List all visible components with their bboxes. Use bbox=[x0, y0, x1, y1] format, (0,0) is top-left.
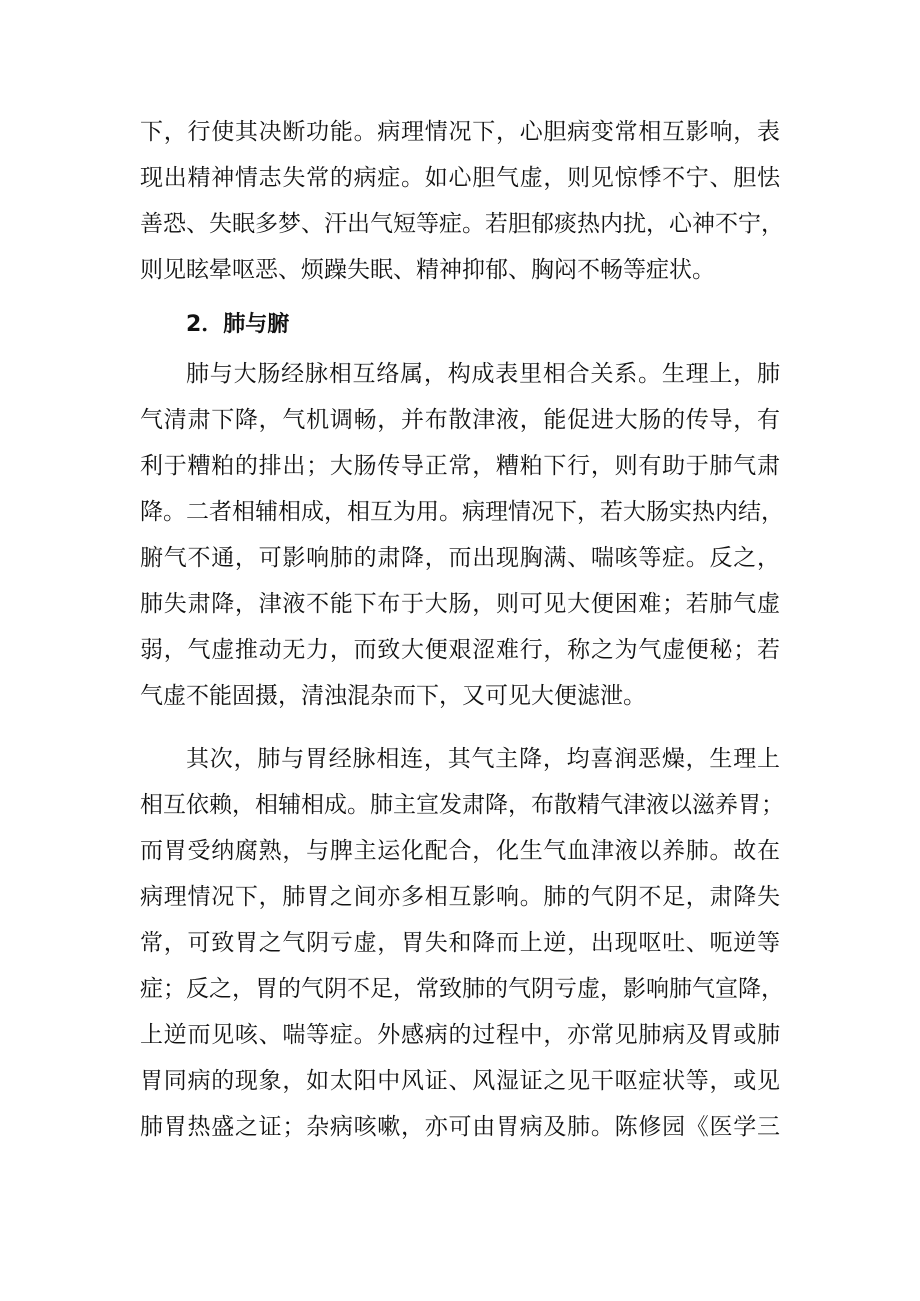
text-line: 气虚不能固摄，清浊混杂而下，又可见大便滤泄。 bbox=[140, 683, 646, 709]
text-line: 症；反之，胃的气阴不足，常致肺的气阴亏虚，影响肺气宣降， bbox=[140, 976, 784, 1002]
text-line: 而胃受纳腐熟，与脾主运化配合，化生气血津液以养肺。故在 bbox=[140, 838, 780, 864]
text-line: 降。二者相辅相成，相互为用。病理情况下，若大肠实热内结， bbox=[140, 499, 784, 525]
text-line: 相互依赖，相辅相成。肺主宣发肃降，布散精气津液以滋养胃； bbox=[140, 792, 784, 818]
text-line: 现出精神情志失常的病症。如心胆气虚，则见惊悸不宁、胆怯 bbox=[140, 165, 780, 191]
text-line: 其次，肺与胃经脉相连，其气主降，均喜润恶燥，生理上 bbox=[186, 746, 780, 772]
text-line: 肺与大肠经脉相互络属，构成表里相合关系。生理上，肺 bbox=[186, 361, 780, 387]
section-heading: 2．肺与腑 bbox=[186, 312, 290, 337]
text-line: 肺胃热盛之证；杂病咳嗽，亦可由胃病及肺。陈修园《医学三 bbox=[140, 1114, 780, 1140]
text-line: 常，可致胃之气阴亏虚，胃失和降而上逆，出现呕吐、呃逆等 bbox=[140, 930, 780, 956]
text-line: 肺失肃降，津液不能下布于大肠，则可见大便困难；若肺气虚 bbox=[140, 591, 780, 617]
text-line: 则见眩晕呕恶、烦躁失眠、精神抑郁、胸闷不畅等症状。 bbox=[140, 257, 715, 283]
text-line: 气清肃下降，气机调畅，并布散津液，能促进大肠的传导，有 bbox=[140, 407, 780, 433]
text-line: 弱，气虚推动无力，而致大便艰涩难行，称之为气虚便秘；若 bbox=[140, 637, 780, 663]
text-line: 病理情况下，肺胃之间亦多相互影响。肺的气阴不足，肃降失 bbox=[140, 884, 780, 910]
text-line: 腑气不通，可影响肺的肃降，而出现胸满、喘咳等症。反之， bbox=[140, 545, 780, 571]
text-line: 利于糟粕的排出；大肠传导正常，糟粕下行，则有助于肺气肃 bbox=[140, 453, 780, 479]
text-line: 上逆而见咳、喘等症。外感病的过程中，亦常见肺病及胃或肺 bbox=[140, 1022, 780, 1048]
text-line: 善恐、失眠多梦、汗出气短等症。若胆郁痰热内扰，心神不宁， bbox=[140, 211, 784, 237]
text-line: 下，行使其决断功能。病理情况下，心胆病变常相互影响，表 bbox=[140, 119, 780, 145]
text-line: 胃同病的现象，如太阳中风证、风湿证之见干呕症状等，或见 bbox=[140, 1068, 780, 1094]
